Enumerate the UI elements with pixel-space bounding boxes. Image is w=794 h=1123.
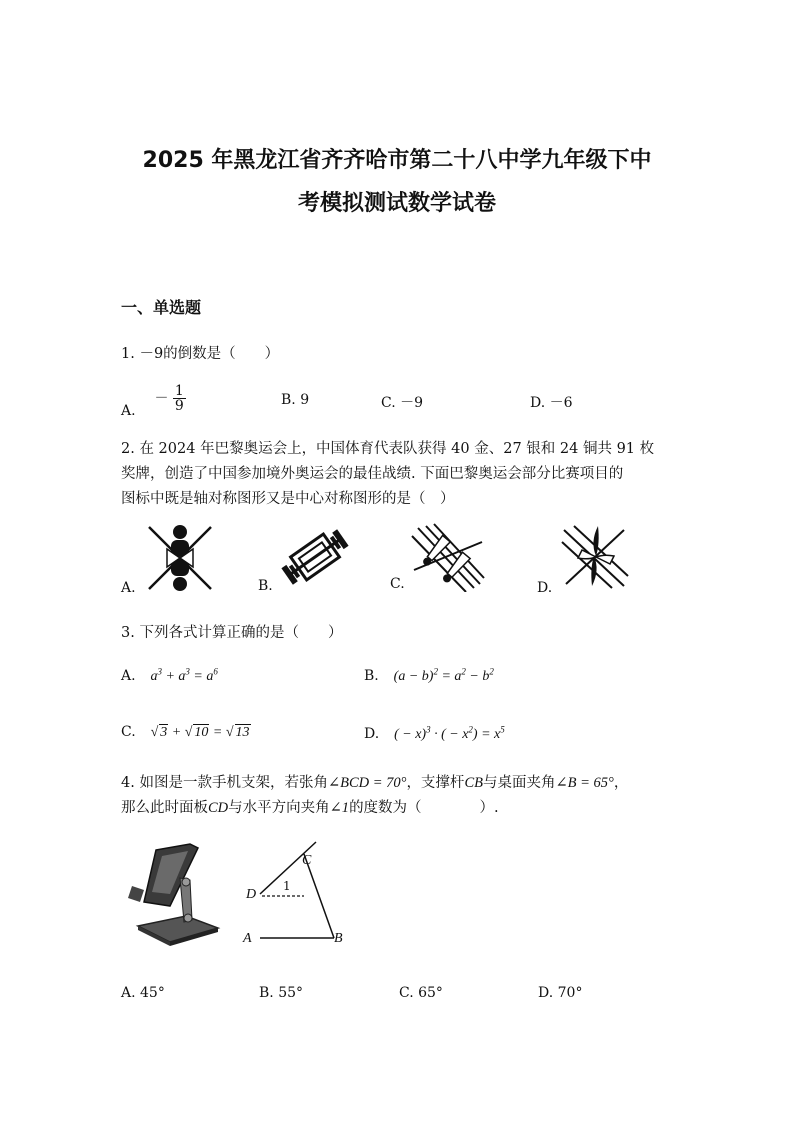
q2-option-c-label: C.	[390, 576, 405, 592]
q4-angle-1: ∠1	[329, 800, 350, 816]
q4-line2-text-c: 的度数为（ ）.	[349, 800, 499, 816]
q4-angle-b: ∠B = 65°	[555, 775, 614, 791]
q1-option-c: C. －9	[381, 395, 424, 411]
section-heading: 一、单选题	[121, 298, 202, 317]
label-c: C	[302, 853, 312, 868]
page-title-line2: 考模拟测试数学试卷	[297, 191, 496, 216]
q3-option-d-formula: ( − x)$^3$ · ( − $x^2) = x^5$	[394, 724, 505, 742]
question-2-line2: 奖牌，创造了中国参加境外奥运会的最佳战绩. 下面巴黎奥运会部分比赛项目的	[121, 466, 624, 482]
q4-segment-cb: CB	[464, 775, 483, 791]
question-1-stem: 1. －9的倒数是（ ）	[121, 346, 280, 362]
label-b: B	[334, 931, 343, 946]
q1-fraction-denominator: 9	[174, 398, 184, 414]
q4-option-c: C. 65°	[399, 985, 443, 1001]
q2-option-a-label: A.	[121, 580, 136, 596]
q1-option-a-sign: －	[154, 390, 169, 407]
q1-option-a	[121, 383, 186, 419]
q1-option-a-label: A.	[121, 402, 136, 419]
q3-option-b	[364, 668, 494, 685]
q3-option-b-formula: $(a - b)^2 = a^2 - b^2$	[393, 666, 494, 684]
question-4-line1	[121, 771, 628, 792]
q4-line1-text-a: 4. 如图是一款手机支架，若张角	[121, 775, 328, 791]
q4-line1-text-d: ，	[613, 775, 629, 791]
q1-option-a-fraction	[173, 384, 186, 413]
q4-segment-cd: CD	[208, 800, 229, 816]
question-2-line1: 2. 在 2024 年巴黎奥运会上，中国体育代表队获得 40 金、27 银和 24 铜共 91 枚	[121, 441, 655, 457]
q4-option-b: B. 55°	[259, 985, 304, 1001]
q4-line1-text-c: 与桌面夹角	[482, 775, 556, 791]
q3-option-a	[121, 668, 218, 685]
question-4-line2	[121, 796, 499, 817]
q4-line1-text-b: ，支撑杆	[406, 775, 465, 791]
q3-option-d	[364, 726, 505, 743]
judo-icon	[145, 523, 215, 593]
q3-option-c-formula: √ 3 + √ 10 = √ 13	[150, 725, 250, 740]
question-2-line3: 图标中既是轴对称图形又是中心对称图形的是（ ）	[121, 491, 455, 507]
q1-option-d: D. －6	[530, 395, 573, 411]
label-a: A	[243, 931, 252, 946]
weightlifting-icon	[281, 523, 349, 591]
badminton-icon	[410, 522, 486, 592]
q3-option-b-label: B.	[364, 668, 379, 684]
q4-option-d: D. 70°	[538, 985, 583, 1001]
q3-option-a-label: A.	[121, 668, 136, 684]
q3-option-c-label: C.	[121, 724, 136, 740]
q3-option-a-formula: $a^3 + a^3 = a^6$	[150, 666, 218, 684]
q1-option-b: B. 9	[281, 392, 310, 408]
page-title-line1: 2025 年黑龙江省齐齐哈市第二十八中学九年级下中	[142, 148, 652, 173]
q4-angle-bcd: ∠BCD = 70°	[327, 775, 407, 791]
q1-fraction-numerator: 1	[174, 383, 184, 399]
q3-option-d-label: D.	[364, 726, 380, 742]
q2-option-d-label: D.	[537, 580, 553, 596]
question-3-stem: 3. 下列各式计算正确的是（ ）	[121, 625, 343, 641]
q4-line2-text-a: 那么此时面板	[121, 800, 208, 816]
q4-option-a: A. 45°	[121, 985, 165, 1001]
q2-option-b-label: B.	[258, 578, 273, 594]
q4-line2-text-b: 与水平方向夹角	[228, 800, 330, 816]
label-angle-1: 1	[283, 879, 291, 893]
kayak-icon	[560, 524, 630, 590]
label-d: D	[246, 887, 257, 902]
q3-option-c	[121, 724, 251, 741]
phone-stand-image	[126, 842, 222, 946]
